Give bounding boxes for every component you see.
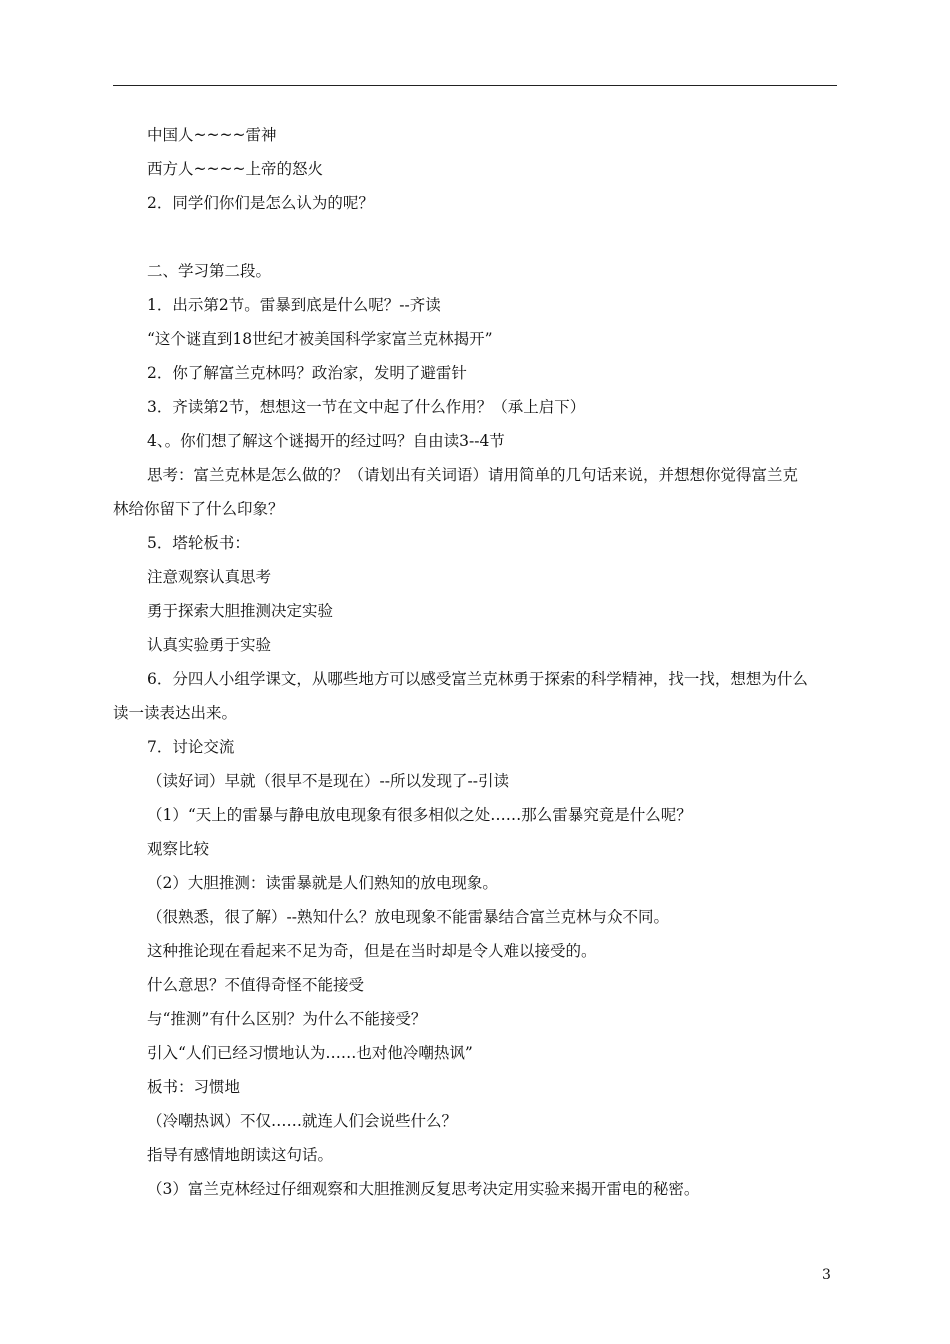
document-body [113,118,837,1206]
text-line: 2．同学们你们是怎么认为的呢？ [147,194,374,212]
text-line: 什么意思？不值得奇怪不能接受 [147,976,365,994]
text-line: 指导有感情地朗读这句话。 [147,1146,334,1164]
text-line: 注意观察认真思考 [147,568,272,586]
text-line: 中国人~~~~雷神 [147,126,277,144]
text-line: 西方人~~~~上帝的怒火 [147,160,323,178]
text-line: （3）富兰克林经过仔细观察和大胆推测反复思考决定用实验来揭开雷电的秘密。 [147,1180,700,1198]
text-line: 观察比较 [147,840,210,858]
text-line: 思考：富兰克林是怎么做的？（请划出有关词语）请用简单的几句话来说，并想想你觉得富兰克 [147,466,799,484]
header-rule [113,85,837,86]
text-line: （2）大胆推测：读雷暴就是人们熟知的放电现象。 [147,874,498,892]
text-line: 板书：习惯地 [147,1078,241,1096]
text-line: “这个谜直到18世纪才被美国科学家富兰克林揭开” [147,330,493,348]
blank-line [113,220,837,254]
text-line: 5．塔轮板书： [147,534,250,552]
text-line: （很熟悉，很了解）--熟知什么？放电现象不能雷暴结合富兰克林与众不同。 [147,908,669,926]
text-line: 2．你了解富兰克林吗？政治家，发明了避雷针 [147,364,467,382]
section-heading: 二、学习第二段。 [147,262,272,280]
text-line: 认真实验勇于实验 [147,636,272,654]
text-line: 引入“人们已经习惯地认为……也对他冷嘲热讽” [147,1044,473,1062]
text-line: 3．齐读第2节，想想这一节在文中起了什么作用？（承上启下） [147,398,586,416]
text-line: （冷嘲热讽）不仅……就连人们会说些什么？ [147,1112,458,1130]
text-line: 这种推论现在看起来不足为奇，但是在当时却是令人难以接受的。 [147,942,597,960]
text-line-continuation: 林给你留下了什么印象？ [113,500,284,518]
text-line: 勇于探索大胆推测决定实验 [147,602,334,620]
page-number: 3 [822,1267,831,1283]
text-line: 1．出示第2节。雷暴到底是什么呢？--齐读 [147,296,441,314]
text-line: 7．讨论交流 [147,738,235,756]
text-line-continuation: 读一读表达出来。 [113,704,238,722]
text-line: 4、。你们想了解这个谜揭开的经过吗？自由读3--4节 [147,432,505,450]
text-line: 与“推测”有什么区别？为什么不能接受？ [147,1010,427,1028]
text-line: （1）“天上的雷暴与静电放电现象有很多相似之处……那么雷暴究竟是什么呢？ [147,806,692,824]
text-line: （读好词）早就（很早不是现在）--所以发现了--引读 [147,772,509,790]
text-line: 6．分四人小组学课文，从哪些地方可以感受富兰克林勇于探索的科学精神，找一找，想想为什么 [147,670,808,688]
